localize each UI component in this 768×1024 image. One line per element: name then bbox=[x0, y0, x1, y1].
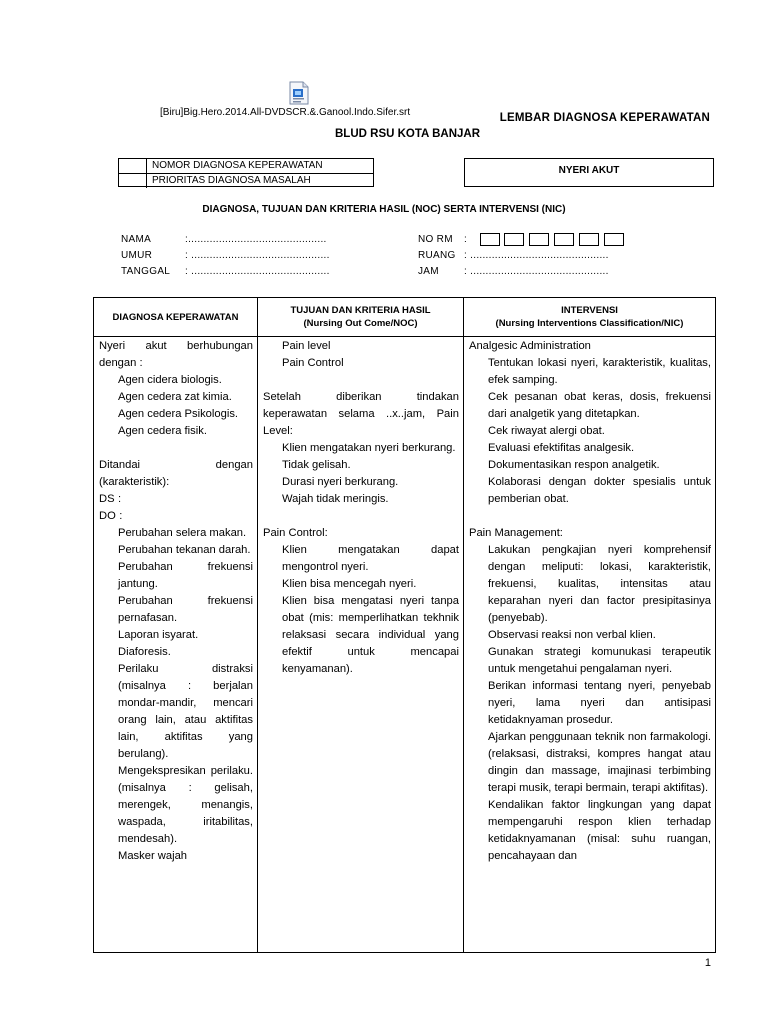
sign-text: Diaforesis. bbox=[118, 646, 171, 658]
ruang-label: RUANG bbox=[418, 250, 456, 261]
goal-item[interactable] bbox=[263, 338, 459, 355]
checkbox-icon[interactable] bbox=[263, 440, 282, 457]
checkbox-icon[interactable] bbox=[469, 797, 488, 865]
cause-item[interactable] bbox=[99, 423, 253, 440]
pain-level-item[interactable] bbox=[263, 440, 459, 457]
cause-text: Agen cidera biologis. bbox=[118, 374, 222, 386]
nic-header-line1: INTERVENSI bbox=[561, 305, 618, 316]
sign-item[interactable] bbox=[99, 593, 253, 627]
norm-colon: : bbox=[464, 234, 468, 245]
checkbox-icon[interactable] bbox=[99, 372, 118, 389]
checkbox-icon[interactable] bbox=[469, 644, 488, 678]
sign-text: Mengekspresikan perilaku. (misalnya : gelisah, merengek, menangis, waspada, iritabilitas, mendesah). bbox=[118, 765, 253, 845]
sign-text: Perilaku distraksi (misalnya : berjalan mondar-mandir, mencari orang lain, atau aktifitas lain, aktifitas yang berulang). bbox=[118, 663, 253, 760]
jam-field[interactable]: : ............................................. bbox=[464, 266, 609, 277]
form-title: LEMBAR DIAGNOSA KEPERAWATAN bbox=[499, 112, 710, 124]
sign-item[interactable] bbox=[99, 525, 253, 542]
analgesic-text: Evaluasi efektifitas analgesik. bbox=[488, 442, 635, 454]
pain-management-text: Ajarkan penggunaan teknik non farmakologi. (relaksasi, distraksi, kompres hangat atau dingin dan massage, imajinasi terbimbing terapi musik, terapi bermain, terapi aktifitas). bbox=[488, 731, 711, 794]
diagnosis-cell bbox=[94, 337, 258, 953]
analgesic-text: Cek riwayat alergi obat. bbox=[488, 425, 605, 437]
umur-field[interactable]: : ............................................. bbox=[185, 250, 330, 261]
checkbox-icon[interactable] bbox=[469, 542, 488, 627]
checkbox-icon[interactable] bbox=[99, 627, 118, 644]
document-file-icon[interactable] bbox=[288, 81, 310, 105]
sign-text: Perubahan frekuensi jantung. bbox=[118, 561, 253, 590]
pain-level-text: Wajah tidak meringis. bbox=[282, 493, 389, 505]
pain-level-text: Klien mengatakan nyeri berkurang. bbox=[282, 442, 456, 454]
ds-label: DS : bbox=[99, 493, 122, 505]
sign-text: Perubahan selera makan. bbox=[118, 527, 247, 539]
diagnosis-number-cell[interactable] bbox=[119, 159, 147, 173]
pain-management-item[interactable] bbox=[469, 627, 711, 644]
pain-control-item[interactable] bbox=[263, 593, 459, 678]
diagnosis-priority-cell[interactable] bbox=[119, 174, 147, 188]
nic-column-header bbox=[464, 298, 716, 337]
goal-text: Pain level bbox=[282, 340, 331, 352]
checkbox-icon[interactable] bbox=[99, 525, 118, 542]
pain-control-text: Klien mengatakan dapat mengontrol nyeri. bbox=[282, 544, 459, 573]
pain-management-item[interactable] bbox=[469, 542, 711, 627]
sign-item[interactable] bbox=[99, 661, 253, 763]
pain-control-text: Klien bisa mencegah nyeri. bbox=[282, 578, 417, 590]
analgesic-text: Cek pesanan obat keras, dosis, frekuensi dari analgetik yang ditetapkan. bbox=[488, 391, 711, 420]
tanggal-field[interactable]: : ............................................. bbox=[185, 266, 330, 277]
cause-item[interactable] bbox=[99, 406, 253, 423]
checkbox-icon[interactable] bbox=[469, 457, 488, 474]
nic-cell bbox=[464, 337, 716, 953]
checkbox-icon[interactable] bbox=[263, 576, 282, 593]
sign-text: Perubahan frekuensi pernafasan. bbox=[118, 595, 253, 624]
norm-digit-box[interactable] bbox=[504, 233, 524, 246]
nama-field[interactable]: :............................................. bbox=[185, 234, 327, 245]
pain-level-text: Durasi nyeri berkurang. bbox=[282, 476, 399, 488]
checkbox-icon[interactable] bbox=[99, 593, 118, 627]
pain-control-label: Pain Control: bbox=[263, 527, 328, 539]
analgesic-label: Analgesic Administration bbox=[469, 340, 591, 352]
checkbox-icon[interactable] bbox=[263, 355, 282, 372]
checkbox-icon[interactable] bbox=[99, 763, 118, 848]
sign-item[interactable] bbox=[99, 848, 253, 865]
analgesic-text: Tentukan lokasi nyeri, karakteristik, kualitas, efek samping. bbox=[488, 357, 711, 386]
checkbox-icon[interactable] bbox=[263, 491, 282, 508]
pain-management-text: Berikan informasi tentang nyeri, penyebab nyeri, lama nyeri dan antisipasi ketidaknyaman prosedur. bbox=[488, 680, 711, 726]
diagnosis-intro: Nyeri akut berhubungan dengan : bbox=[99, 340, 253, 369]
checkbox-icon[interactable] bbox=[99, 542, 118, 559]
analgesic-item[interactable] bbox=[469, 457, 711, 474]
diagnosis-number-label: NOMOR DIAGNOSA KEPERAWATAN bbox=[152, 160, 323, 171]
checkbox-icon[interactable] bbox=[469, 423, 488, 440]
checkbox-icon[interactable] bbox=[263, 338, 282, 355]
diagnosis-priority-row bbox=[119, 174, 373, 188]
pain-management-item[interactable] bbox=[469, 729, 711, 797]
cause-text: Agen cedera Psikologis. bbox=[118, 408, 239, 420]
checkbox-icon[interactable] bbox=[263, 593, 282, 678]
noc-header-line2: (Nursing Out Come/NOC) bbox=[303, 318, 418, 329]
checkbox-icon[interactable] bbox=[263, 474, 282, 491]
analgesic-item[interactable] bbox=[469, 389, 711, 423]
checkbox-icon[interactable] bbox=[469, 474, 488, 508]
noc-cell bbox=[258, 337, 464, 953]
nic-header-line2: (Nursing Interventions Classification/NIC) bbox=[495, 318, 684, 329]
do-label: DO : bbox=[99, 510, 123, 522]
pain-control-text: Klien bisa mengatasi nyeri tanpa obat (mis: memperlihatkan tekhnik relaksasi secara individual yang efektif untuk mencapai kenyamanan). bbox=[282, 595, 459, 675]
pain-level-text: Tidak gelisah. bbox=[282, 459, 351, 471]
checkbox-icon[interactable] bbox=[99, 389, 118, 406]
diagnosis-number-box bbox=[118, 158, 374, 187]
cause-item[interactable] bbox=[99, 372, 253, 389]
sign-text: Masker wajah bbox=[118, 850, 188, 862]
analgesic-item[interactable] bbox=[469, 423, 711, 440]
pain-management-text: Kendalikan faktor lingkungan yang dapat mempengaruhi respon klien terhadap ketidaknyamanan (misal: suhu ruangan, pencahayaan dan bbox=[488, 799, 711, 862]
sign-item[interactable] bbox=[99, 627, 253, 644]
checkbox-icon[interactable] bbox=[263, 457, 282, 474]
care-plan-table bbox=[93, 297, 716, 953]
norm-digit-box[interactable] bbox=[480, 233, 500, 246]
checkbox-icon[interactable] bbox=[469, 355, 488, 389]
checkbox-icon[interactable] bbox=[99, 559, 118, 593]
diagnosis-number-row bbox=[119, 159, 373, 174]
checkbox-icon[interactable] bbox=[469, 389, 488, 423]
diagnosis-name-box: NYERI AKUT bbox=[464, 158, 714, 187]
pain-management-label: Pain Management: bbox=[469, 527, 563, 539]
sign-text: Perubahan tekanan darah. bbox=[118, 544, 251, 556]
checkbox-icon[interactable] bbox=[99, 644, 118, 661]
tanggal-label: TANGGAL bbox=[121, 266, 171, 277]
section-title: DIAGNOSA, TUJUAN DAN KRITERIA HASIL (NOC) SERTA INTERVENSI (NIC) bbox=[202, 204, 566, 215]
hospital-name: BLUD RSU KOTA BANJAR bbox=[335, 128, 481, 140]
jam-label: JAM bbox=[418, 266, 439, 277]
sign-text: Laporan isyarat. bbox=[118, 629, 199, 641]
pain-control-item[interactable] bbox=[263, 576, 459, 593]
cause-text: Agen cedera fisik. bbox=[118, 425, 207, 437]
norm-label: NO RM bbox=[418, 234, 453, 245]
pain-management-text: Gunakan strategi komunukasi terapeutik untuk mengetahui pengalaman nyeri. bbox=[488, 646, 711, 675]
sign-item[interactable] bbox=[99, 644, 253, 661]
cause-text: Agen cedera zat kimia. bbox=[118, 391, 232, 403]
noc-column-header bbox=[258, 298, 464, 337]
sign-item[interactable] bbox=[99, 763, 253, 848]
checkbox-icon[interactable] bbox=[99, 661, 118, 763]
analgesic-text: Dokumentasikan respon analgetik. bbox=[488, 459, 660, 471]
nama-label: NAMA bbox=[121, 234, 152, 245]
checkbox-icon[interactable] bbox=[99, 423, 118, 440]
analgesic-item[interactable] bbox=[469, 355, 711, 389]
diagnosis-column-header bbox=[94, 298, 258, 337]
sign-item[interactable] bbox=[99, 559, 253, 593]
diagnosis-column-label: DIAGNOSA KEPERAWATAN bbox=[112, 311, 239, 323]
checkbox-icon[interactable] bbox=[469, 440, 488, 457]
analgesic-text: Kolaborasi dengan dokter spesialis untuk pemberian obat. bbox=[488, 476, 711, 505]
setelah-text: Setelah diberikan tindakan keperawatan selama ..x..jam, Pain Level: bbox=[263, 391, 459, 437]
umur-label: UMUR bbox=[121, 250, 153, 261]
pain-control-item[interactable] bbox=[263, 542, 459, 576]
checkbox-icon[interactable] bbox=[469, 627, 488, 644]
norm-digit-box[interactable] bbox=[604, 233, 624, 246]
pain-management-text: Lakukan pengkajian nyeri komprehensif dengan meliputi: lokasi, karakteristik, frekuensi, kualitas, intensitas atau keparahan nyeri dan factor presipitasinya (penyebab). bbox=[488, 544, 711, 624]
checkbox-icon[interactable] bbox=[99, 848, 118, 865]
diagnosis-priority-label: PRIORITAS DIAGNOSA MASALAH bbox=[152, 175, 311, 186]
pain-management-item[interactable] bbox=[469, 797, 711, 865]
checkbox-icon[interactable] bbox=[99, 406, 118, 423]
goal-text: Pain Control bbox=[282, 357, 344, 369]
pain-level-item[interactable] bbox=[263, 491, 459, 508]
checkbox-icon[interactable] bbox=[469, 678, 488, 729]
cause-item[interactable] bbox=[99, 389, 253, 406]
pain-level-item[interactable] bbox=[263, 457, 459, 474]
analgesic-item[interactable] bbox=[469, 474, 711, 508]
pain-management-item[interactable] bbox=[469, 678, 711, 729]
sign-item[interactable] bbox=[99, 542, 253, 559]
goal-item[interactable] bbox=[263, 355, 459, 372]
norm-digit-box[interactable] bbox=[529, 233, 549, 246]
norm-digit-box[interactable] bbox=[554, 233, 574, 246]
checkbox-icon[interactable] bbox=[469, 729, 488, 797]
analgesic-item[interactable] bbox=[469, 440, 711, 457]
pain-management-text: Observasi reaksi non verbal klien. bbox=[488, 629, 656, 641]
checkbox-icon[interactable] bbox=[263, 542, 282, 576]
noc-header-line1: TUJUAN DAN KRITERIA HASIL bbox=[290, 305, 431, 316]
ditandai-label: Ditandai dengan (karakteristik): bbox=[99, 459, 253, 488]
pain-level-item[interactable] bbox=[263, 474, 459, 491]
ruang-field[interactable]: : ............................................. bbox=[464, 250, 609, 261]
norm-digit-box[interactable] bbox=[579, 233, 599, 246]
file-name[interactable]: [Biru]Big.Hero.2014.All-DVDSCR.&.Ganool.Indo.Sifer.srt bbox=[160, 107, 411, 118]
page-number: 1 bbox=[704, 957, 711, 969]
pain-management-item[interactable] bbox=[469, 644, 711, 678]
